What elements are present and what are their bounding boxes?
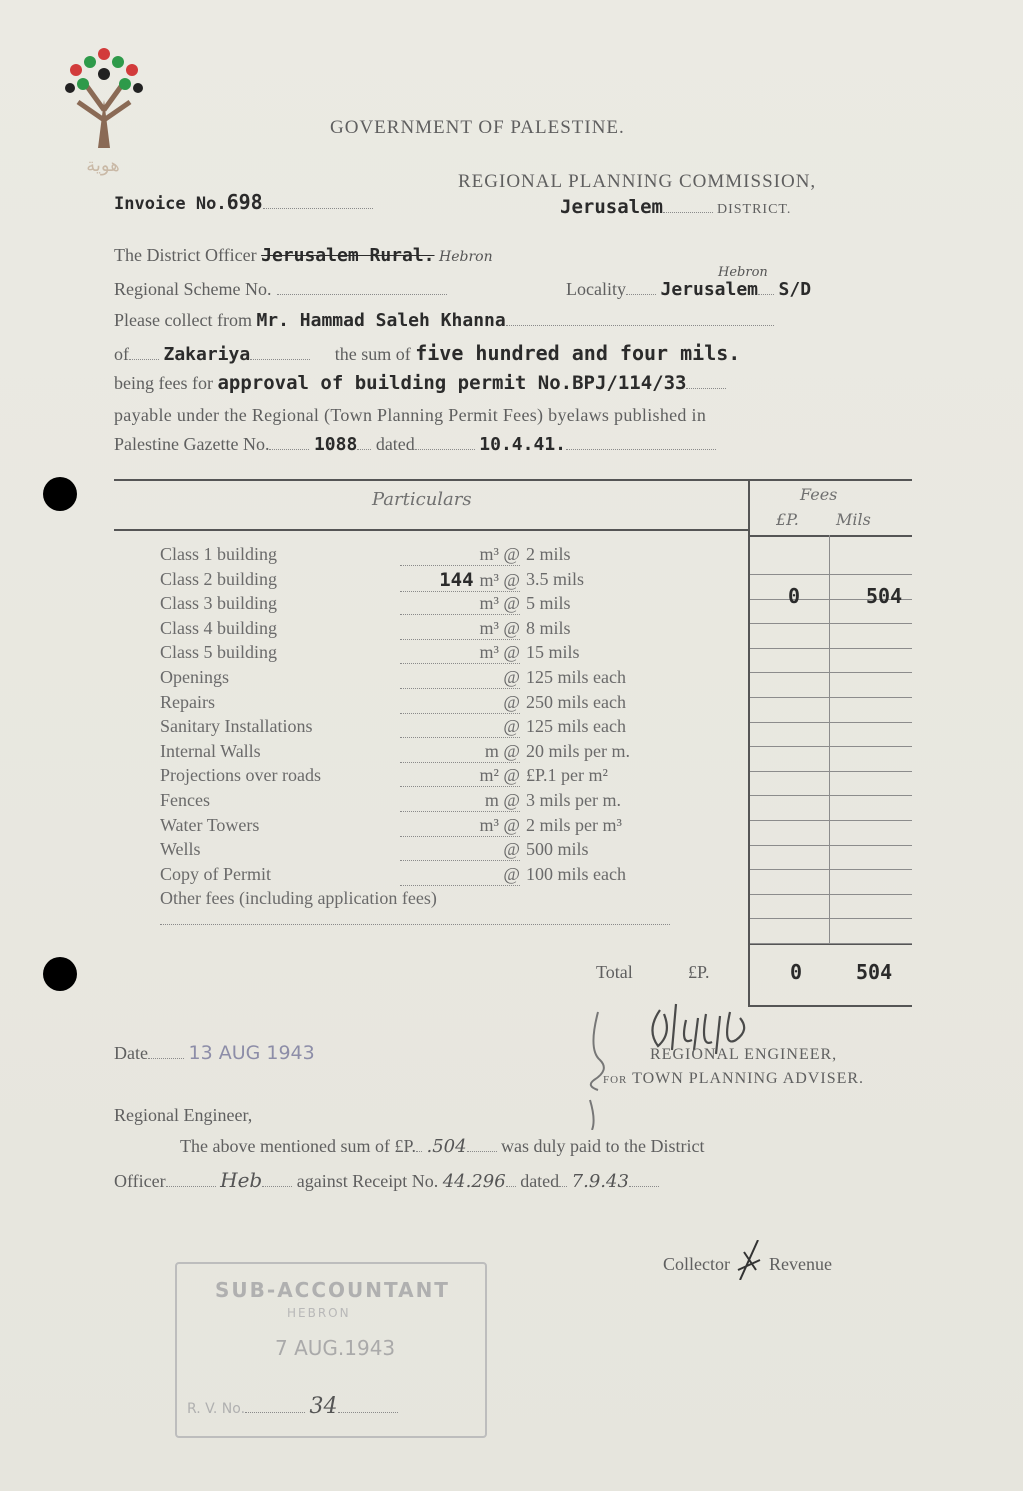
pounds-mils-divider xyxy=(829,535,830,945)
row-unit-text: m² @ xyxy=(479,765,520,786)
district-line xyxy=(560,196,791,218)
tree-logo xyxy=(58,40,148,176)
stamp-place: HEBRON xyxy=(287,1306,351,1320)
row-unit xyxy=(400,642,520,664)
fee-row-line xyxy=(750,697,912,698)
fees-for-value: approval of building permit No.BPJ/114/33 xyxy=(217,372,687,394)
pounds-header: £P. xyxy=(776,510,799,529)
particulars-row xyxy=(160,593,720,615)
district-officer-correction: Hebron xyxy=(439,249,493,265)
fee-row-line xyxy=(750,943,912,944)
paid-text-2: was duly paid to the District xyxy=(501,1136,705,1156)
locality-correction: Hebron xyxy=(718,265,768,280)
commission-heading: REGIONAL PLANNING COMMISSION, xyxy=(458,171,817,192)
fee-row-line xyxy=(750,869,912,870)
scheme-label: Regional Scheme No. xyxy=(114,279,272,299)
collect-value: Mr. Hammad Saleh Khanna xyxy=(256,310,506,331)
of-value: Zakariya xyxy=(163,344,251,365)
class2-fee-mils: 504 xyxy=(866,584,903,608)
sub-accountant-stamp xyxy=(175,1262,487,1438)
scheme-line xyxy=(114,265,914,300)
row-unit-text: m³ @ xyxy=(479,569,520,590)
fee-row-line xyxy=(750,574,912,575)
particulars-row xyxy=(160,839,720,861)
row-rate: 20 mils per m. xyxy=(526,740,630,761)
fees-header-rule xyxy=(750,535,912,537)
stamp-rv-value: 34 xyxy=(309,1394,338,1419)
row-unit xyxy=(400,864,520,886)
row-rate: 250 mils each xyxy=(526,691,626,712)
row-unit-text: m³ @ xyxy=(479,593,520,614)
invoice-number: 698 xyxy=(226,190,263,214)
row-unit-text: @ xyxy=(503,691,520,712)
row-label: Sanitary Installations xyxy=(160,716,313,737)
officer-value: Heb xyxy=(220,1168,263,1192)
row-label: Class 4 building xyxy=(160,617,278,638)
paid-line xyxy=(180,1136,705,1157)
row-unit-text: @ xyxy=(503,716,520,737)
row-unit-text: @ xyxy=(503,863,520,884)
row-rate: 2 mils xyxy=(526,544,571,564)
particulars-row xyxy=(160,569,720,591)
row-unit-text: @ xyxy=(503,667,520,687)
row-label: Openings xyxy=(160,667,229,687)
stamp-title: SUB-ACCOUNTANT xyxy=(215,1278,450,1302)
row-unit xyxy=(400,765,520,787)
row-rate: £P.1 per m² xyxy=(526,765,608,786)
gazette-dated-label: dated xyxy=(375,434,415,454)
particulars-row xyxy=(160,864,720,886)
class2-fee-pounds: 0 xyxy=(788,584,801,608)
total-mils: 504 xyxy=(856,960,893,984)
government-heading: GOVERNMENT OF PALESTINE. xyxy=(330,117,625,138)
fee-row-line xyxy=(750,722,912,723)
paid-sum: .504 xyxy=(426,1136,467,1157)
table-header-rule xyxy=(114,529,750,531)
particulars-row xyxy=(160,544,720,566)
row-unit-text: m³ @ xyxy=(479,814,520,835)
fee-row-line xyxy=(750,672,912,673)
row-quantity: 144 xyxy=(439,568,474,591)
row-unit-text: m³ @ xyxy=(479,642,520,663)
district-officer-label: The District Officer xyxy=(114,245,257,265)
fee-row-line xyxy=(750,746,912,747)
row-label: Wells xyxy=(160,839,201,860)
other-fees-dots xyxy=(160,924,670,925)
particulars-row xyxy=(160,618,720,640)
particulars-row xyxy=(160,642,720,664)
particulars-row xyxy=(160,815,720,837)
punch-hole-bottom xyxy=(43,957,77,991)
collector-line xyxy=(663,1240,832,1280)
row-unit xyxy=(400,716,520,738)
row-unit xyxy=(400,839,520,861)
revenue-label: Revenue xyxy=(768,1254,832,1274)
receipt-dated-label: dated xyxy=(520,1171,560,1191)
fee-row-line xyxy=(750,795,912,796)
particulars-header: Particulars xyxy=(372,489,472,510)
particulars-row xyxy=(160,667,720,689)
collect-line xyxy=(114,310,774,331)
row-rate: 3.5 mils xyxy=(526,568,585,589)
collector-label: Collector xyxy=(663,1254,730,1274)
row-rate: 100 mils each xyxy=(526,863,626,884)
date-label: Date xyxy=(114,1043,148,1063)
row-rate: 15 mils xyxy=(526,642,580,663)
row-unit xyxy=(400,667,520,689)
sum-value: five hundred and four mils. xyxy=(415,341,741,365)
row-unit xyxy=(400,815,520,837)
fee-row-line xyxy=(750,918,912,919)
stamp-rv-label: R. V. No. xyxy=(187,1401,246,1417)
date-line xyxy=(114,1042,315,1064)
logo-caption: هوية xyxy=(86,155,120,176)
fee-row-line xyxy=(750,894,912,895)
tree-logo-icon xyxy=(58,40,148,150)
gazette-number: 1088 xyxy=(313,434,358,455)
fees-for-label: being fees for xyxy=(114,373,213,393)
date-stamp: 13 AUG 1943 xyxy=(188,1042,315,1064)
locality-suffix: S/D xyxy=(778,279,812,300)
invoice-dots xyxy=(263,208,373,209)
row-label: Other fees (including application fees) xyxy=(160,888,437,909)
row-unit xyxy=(400,593,520,615)
row-unit xyxy=(400,618,520,640)
row-label: Internal Walls xyxy=(160,740,261,761)
locality-value: Jerusalem xyxy=(660,279,759,300)
row-rate: 500 mils xyxy=(526,839,589,860)
row-unit-text: @ xyxy=(503,839,520,860)
gazette-label: Palestine Gazette No. xyxy=(114,434,270,454)
total-currency: £P. xyxy=(688,962,710,982)
gazette-line xyxy=(114,434,716,455)
fees-header: Fees xyxy=(800,485,838,504)
officer-label: Officer xyxy=(114,1171,166,1191)
gazette-date: 10.4.41. xyxy=(479,434,566,455)
payable-line: payable under the Regional (Town Planning Permit Fees) byelaws published in xyxy=(114,405,707,425)
stamp-rv-line xyxy=(187,1394,398,1419)
regional-engineer-label: Regional Engineer, xyxy=(114,1105,253,1125)
row-unit xyxy=(400,790,520,812)
sum-label: the sum of xyxy=(334,344,411,364)
district-value: Jerusalem xyxy=(560,196,663,218)
row-rate: 8 mils xyxy=(526,617,571,638)
particulars-row xyxy=(160,790,720,812)
receipt-number: 44.296 xyxy=(442,1171,506,1192)
row-unit xyxy=(400,692,520,714)
row-label: Class 5 building xyxy=(160,642,278,663)
row-label: Projections over roads xyxy=(160,765,321,786)
row-rate: 2 mils per m³ xyxy=(526,814,622,835)
mils-header: Mils xyxy=(836,510,871,529)
particulars-row xyxy=(160,716,720,738)
total-label: Total xyxy=(596,962,633,982)
row-unit-text: m @ xyxy=(484,790,520,810)
particulars-row xyxy=(160,888,720,910)
row-unit-text: m³ @ xyxy=(479,617,520,638)
row-label: Water Towers xyxy=(160,814,260,835)
paid-text-1: The above mentioned sum of £P. xyxy=(180,1136,416,1156)
fees-divider xyxy=(748,479,750,1007)
row-label: Class 3 building xyxy=(160,593,278,614)
row-rate: 3 mils per m. xyxy=(526,790,621,810)
punch-hole-top xyxy=(43,477,77,511)
officer-line xyxy=(114,1168,659,1192)
of-line xyxy=(114,341,740,365)
row-label: Class 2 building xyxy=(160,568,278,589)
row-label: Fences xyxy=(160,790,210,810)
engineer-for: for TOWN PLANNING ADVISER. xyxy=(603,1070,865,1087)
row-rate: 125 mils each xyxy=(526,716,626,737)
fee-row-line xyxy=(750,845,912,846)
row-unit xyxy=(400,544,520,566)
district-officer-line xyxy=(114,245,493,266)
row-label: Class 1 building xyxy=(160,544,278,564)
row-rate: 5 mils xyxy=(526,593,571,614)
particulars-row xyxy=(160,692,720,714)
particulars-row xyxy=(160,741,720,763)
fee-row-line xyxy=(750,771,912,772)
fee-row-line xyxy=(750,820,912,821)
stamp-date: 7 AUG.1943 xyxy=(275,1336,396,1360)
collector-signature xyxy=(734,1240,764,1280)
fee-row-line xyxy=(750,623,912,624)
table-top-rule xyxy=(114,479,912,481)
engineer-title: REGIONAL ENGINEER, xyxy=(650,1046,838,1063)
invoice-line xyxy=(114,190,373,215)
fees-for-line xyxy=(114,372,726,394)
total-pounds: 0 xyxy=(790,960,803,984)
row-unit-text: m @ xyxy=(484,740,520,761)
row-rate: 125 mils each xyxy=(526,667,626,687)
district-label: DISTRICT. xyxy=(716,202,792,217)
row-label: Repairs xyxy=(160,691,215,712)
receipt-label: against Receipt No. xyxy=(296,1171,439,1191)
fee-row-line xyxy=(750,648,912,649)
invoice-label: Invoice No. xyxy=(114,194,227,214)
row-label: Copy of Permit xyxy=(160,863,271,884)
row-unit-text: m³ @ xyxy=(479,544,520,564)
row-unit xyxy=(400,569,520,592)
particulars-row xyxy=(160,765,720,787)
receipt-date: 7.9.43 xyxy=(571,1171,629,1192)
district-officer-value: Jerusalem Rural. xyxy=(261,245,435,266)
row-unit xyxy=(400,741,520,763)
locality-label: Locality xyxy=(566,279,626,299)
of-label: of xyxy=(114,344,129,364)
collect-label: Please collect from xyxy=(114,310,252,330)
